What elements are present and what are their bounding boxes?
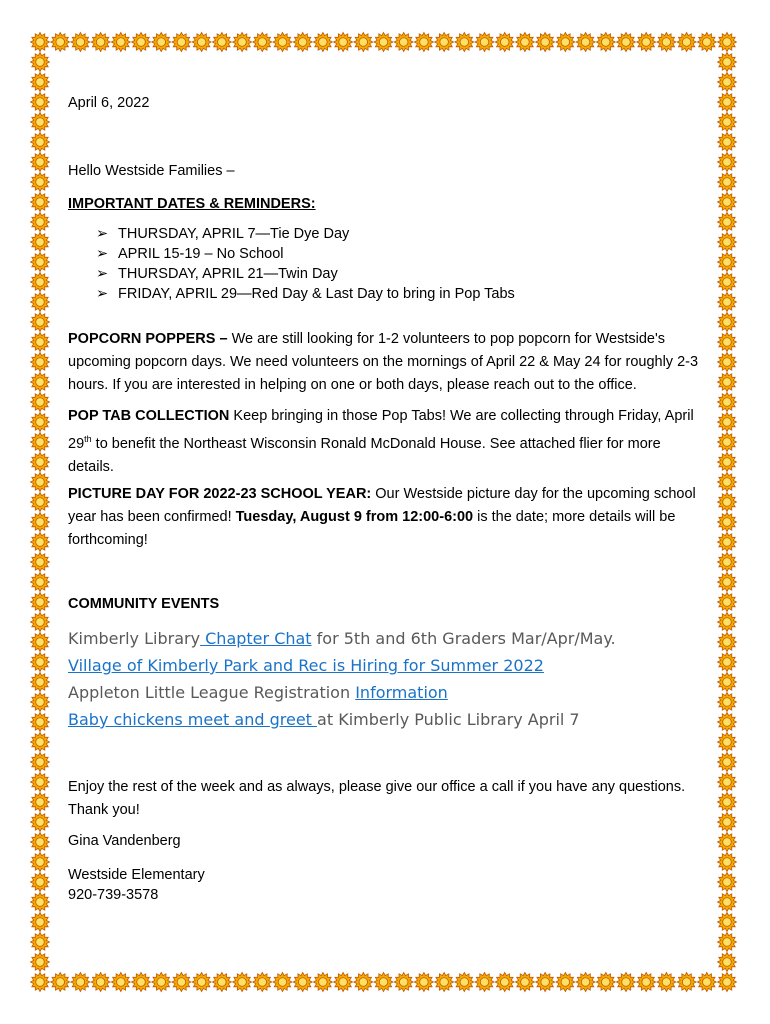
sun-icon [31, 533, 50, 552]
sun-icon [536, 973, 555, 992]
sun-icon [435, 973, 454, 992]
sun-icon [31, 193, 50, 212]
sun-icon [334, 973, 353, 992]
sun-icon [718, 753, 737, 772]
sun-icon [718, 73, 737, 92]
sun-icon [718, 393, 737, 412]
list-item: ➢ APRIL 15-19 – No School [96, 246, 284, 262]
sun-icon [354, 973, 373, 992]
sun-icon [718, 473, 737, 492]
sun-icon [313, 973, 332, 992]
sun-icon [718, 193, 737, 212]
sun-icon [132, 973, 151, 992]
greeting: Hello Westside Families – [68, 163, 235, 179]
sun-icon [718, 893, 737, 912]
sun-icon [31, 473, 50, 492]
sun-icon [718, 433, 737, 452]
sun-icon [31, 173, 50, 192]
sun-icon [718, 253, 737, 272]
sun-icon [31, 433, 50, 452]
sun-icon [31, 153, 50, 172]
chapter-chat-link[interactable]: Chapter Chat [200, 629, 312, 648]
community-heading: COMMUNITY EVENTS [68, 596, 220, 612]
sun-icon [718, 273, 737, 292]
sun-icon [718, 133, 737, 152]
sun-icon [31, 53, 50, 72]
sun-icon [394, 33, 413, 52]
sun-icon [394, 973, 413, 992]
sun-icon [31, 353, 50, 372]
sun-icon [31, 33, 50, 52]
sun-icon [374, 33, 393, 52]
sun-icon [515, 33, 534, 52]
sun-icon [617, 33, 636, 52]
sun-icon [718, 713, 737, 732]
sun-icon [718, 573, 737, 592]
sun-icon [718, 313, 737, 332]
sun-icon [718, 493, 737, 512]
popcorn-title: POPCORN POPPERS – [68, 331, 228, 347]
sun-icon [233, 973, 252, 992]
sun-icon [718, 53, 737, 72]
sun-icon [718, 213, 737, 232]
sun-icon [718, 693, 737, 712]
sun-icon [718, 773, 737, 792]
sun-icon [596, 33, 615, 52]
sun-icon [172, 33, 191, 52]
sun-icon [31, 453, 50, 472]
sun-icon [31, 833, 50, 852]
sun-icon [718, 293, 737, 312]
sun-icon [31, 933, 50, 952]
sun-icon [71, 33, 90, 52]
sun-icon [31, 773, 50, 792]
sun-icon [637, 33, 656, 52]
sun-icon [718, 173, 737, 192]
sun-icon [31, 613, 50, 632]
sun-icon [718, 733, 737, 752]
sun-icon [51, 33, 70, 52]
sun-icon [253, 33, 272, 52]
sun-icon [293, 33, 312, 52]
sun-icon [212, 33, 231, 52]
sun-icon [31, 413, 50, 432]
arrow-bullet-icon: ➢ [96, 226, 109, 242]
sun-icon [31, 633, 50, 652]
sun-icon [273, 33, 292, 52]
sun-icon [697, 973, 716, 992]
park-rec-hiring-link[interactable]: Village of Kimberly Park and Rec is Hiring for Summer 2022 [68, 656, 544, 675]
sun-icon [192, 33, 211, 52]
closing-paragraph: Enjoy the rest of the week and as always, please give our office a call if you have any questions. Thank you! [68, 779, 686, 818]
sun-icon [677, 33, 696, 52]
sun-icon [657, 973, 676, 992]
signature-name: Gina Vandenberg [68, 833, 181, 849]
reminder-list [96, 224, 515, 304]
sun-icon [718, 933, 737, 952]
sun-icon [91, 33, 110, 52]
sun-icon [718, 593, 737, 612]
sun-icon [677, 973, 696, 992]
sun-icon [718, 453, 737, 472]
sun-icon [31, 213, 50, 232]
sun-icon [718, 373, 737, 392]
sun-icon [233, 33, 252, 52]
sun-icon [31, 293, 50, 312]
list-item: ➢ THURSDAY, APRIL 21—Twin Day [96, 266, 338, 282]
event-line [68, 652, 544, 680]
sun-icon [718, 853, 737, 872]
sun-icon [455, 33, 474, 52]
sun-icon [293, 973, 312, 992]
sun-icon [71, 973, 90, 992]
list-item: ➢ THURSDAY, APRIL 7—Tie Dye Day [96, 226, 350, 242]
sun-icon [31, 253, 50, 272]
sun-icon [374, 973, 393, 992]
sun-icon [31, 873, 50, 892]
sun-icon [435, 33, 454, 52]
sun-icon [455, 973, 474, 992]
sun-icon [152, 33, 171, 52]
sun-icon [718, 633, 737, 652]
letter-date: April 6, 2022 [68, 95, 150, 111]
sun-icon [31, 693, 50, 712]
sun-icon [334, 33, 353, 52]
sun-icon [718, 833, 737, 852]
arrow-bullet-icon: ➢ [96, 266, 109, 282]
sun-icon [31, 973, 50, 992]
sun-icon [556, 973, 575, 992]
sun-icon [718, 793, 737, 812]
sun-icon [31, 313, 50, 332]
baby-chickens-link[interactable]: Baby chickens meet and greet [68, 710, 318, 729]
sun-icon [718, 953, 737, 972]
sun-icon [556, 33, 575, 52]
sun-icon [718, 353, 737, 372]
sun-icon [475, 33, 494, 52]
picture-day-title: PICTURE DAY FOR 2022-23 SCHOOL YEAR: [68, 486, 372, 502]
sun-icon [718, 973, 737, 992]
sun-icon [718, 553, 737, 572]
sun-icon [253, 973, 272, 992]
sun-icon [31, 93, 50, 112]
sun-icon [718, 613, 737, 632]
sun-icon [596, 973, 615, 992]
school-name: Westside Elementary [68, 867, 205, 883]
event-line: Appleton Little League Registration Information [68, 683, 448, 702]
sun-icon [576, 33, 595, 52]
sun-icon [718, 873, 737, 892]
sun-icon [495, 973, 514, 992]
sun-icon [31, 493, 50, 512]
sun-icon [718, 513, 737, 532]
sun-icon [515, 973, 534, 992]
sun-icon [31, 753, 50, 772]
arrow-bullet-icon: ➢ [96, 286, 109, 302]
sun-icon [31, 133, 50, 152]
sun-icon [718, 673, 737, 692]
sun-icon [172, 973, 191, 992]
sun-icon [31, 73, 50, 92]
sun-icon [657, 33, 676, 52]
sun-icon [414, 33, 433, 52]
school-phone: 920-739-3578 [68, 887, 159, 903]
sun-icon [718, 413, 737, 432]
sun-icon [414, 973, 433, 992]
sun-icon [31, 853, 50, 872]
dates-heading: IMPORTANT DATES & REMINDERS: [68, 196, 316, 212]
sun-icon [718, 113, 737, 132]
sun-icon [31, 373, 50, 392]
sun-icon [31, 953, 50, 972]
sun-icon [132, 33, 151, 52]
sun-icon [31, 233, 50, 252]
sun-icon [576, 973, 595, 992]
sun-icon [354, 33, 373, 52]
poptab-paragraph: POP TAB COLLECTION Keep bringing in those Pop Tabs! We are collecting through Friday, April 29th to benefit the Northeast Wisconsin Ronald McDonald House. See attached flier for more details. [68, 408, 694, 475]
sun-icon [536, 33, 555, 52]
sun-icon [31, 813, 50, 832]
sun-icon [111, 973, 130, 992]
event-line: Kimberly Library Chapter Chat for 5th and 6th Graders Mar/Apr/May. [68, 629, 616, 648]
little-league-info-link[interactable]: Information [355, 683, 448, 702]
sun-icon [31, 673, 50, 692]
arrow-bullet-icon: ➢ [96, 246, 109, 262]
sun-icon [31, 573, 50, 592]
poptab-title: POP TAB COLLECTION [68, 408, 230, 424]
sun-icon [617, 973, 636, 992]
sun-icon [718, 153, 737, 172]
list-item: ➢ FRIDAY, APRIL 29—Red Day & Last Day to bring in Pop Tabs [96, 286, 515, 302]
sun-icon [718, 533, 737, 552]
sun-icon [192, 973, 211, 992]
sun-icon [31, 513, 50, 532]
sun-icon [718, 913, 737, 932]
sun-icon [31, 713, 50, 732]
sun-icon [718, 333, 737, 352]
sun-icon [31, 333, 50, 352]
sun-icon [111, 33, 130, 52]
sun-icon [718, 93, 737, 112]
event-line: Baby chickens meet and greet at Kimberly Public Library April 7 [68, 710, 580, 729]
sun-icon [31, 893, 50, 912]
sun-icon [51, 973, 70, 992]
sun-icon [31, 793, 50, 812]
sun-icon [31, 393, 50, 412]
sun-icon [718, 813, 737, 832]
sun-icon [212, 973, 231, 992]
sun-icon [31, 593, 50, 612]
sun-icon [697, 33, 716, 52]
popcorn-paragraph: POPCORN POPPERS – We are still looking for 1-2 volunteers to pop popcorn for Westside's upcoming popcorn days. We need volunteers on the mornings of April 22 & May 24 for roughly 2-3 hours. If you are interested in helping on one or both days, please reach out to the office. [68, 331, 699, 393]
picture-day-paragraph: PICTURE DAY FOR 2022-23 SCHOOL YEAR: Our Westside picture day for the upcoming school year has been confirmed! Tuesday, August 9 from 12:00-6:00 is the date; more details will be forthcoming! [68, 486, 696, 548]
sun-icon [718, 33, 737, 52]
sun-icon [31, 273, 50, 292]
sun-icon [31, 113, 50, 132]
sun-icon [475, 973, 494, 992]
sun-icon [273, 973, 292, 992]
sun-icon [718, 233, 737, 252]
sun-icon [637, 973, 656, 992]
sun-icon [495, 33, 514, 52]
sun-icon [152, 973, 171, 992]
sun-icon [31, 553, 50, 572]
sun-icon [718, 653, 737, 672]
sun-icon [313, 33, 332, 52]
sun-icon [31, 653, 50, 672]
sun-icon [31, 733, 50, 752]
sun-icon [31, 913, 50, 932]
sun-icon [91, 973, 110, 992]
